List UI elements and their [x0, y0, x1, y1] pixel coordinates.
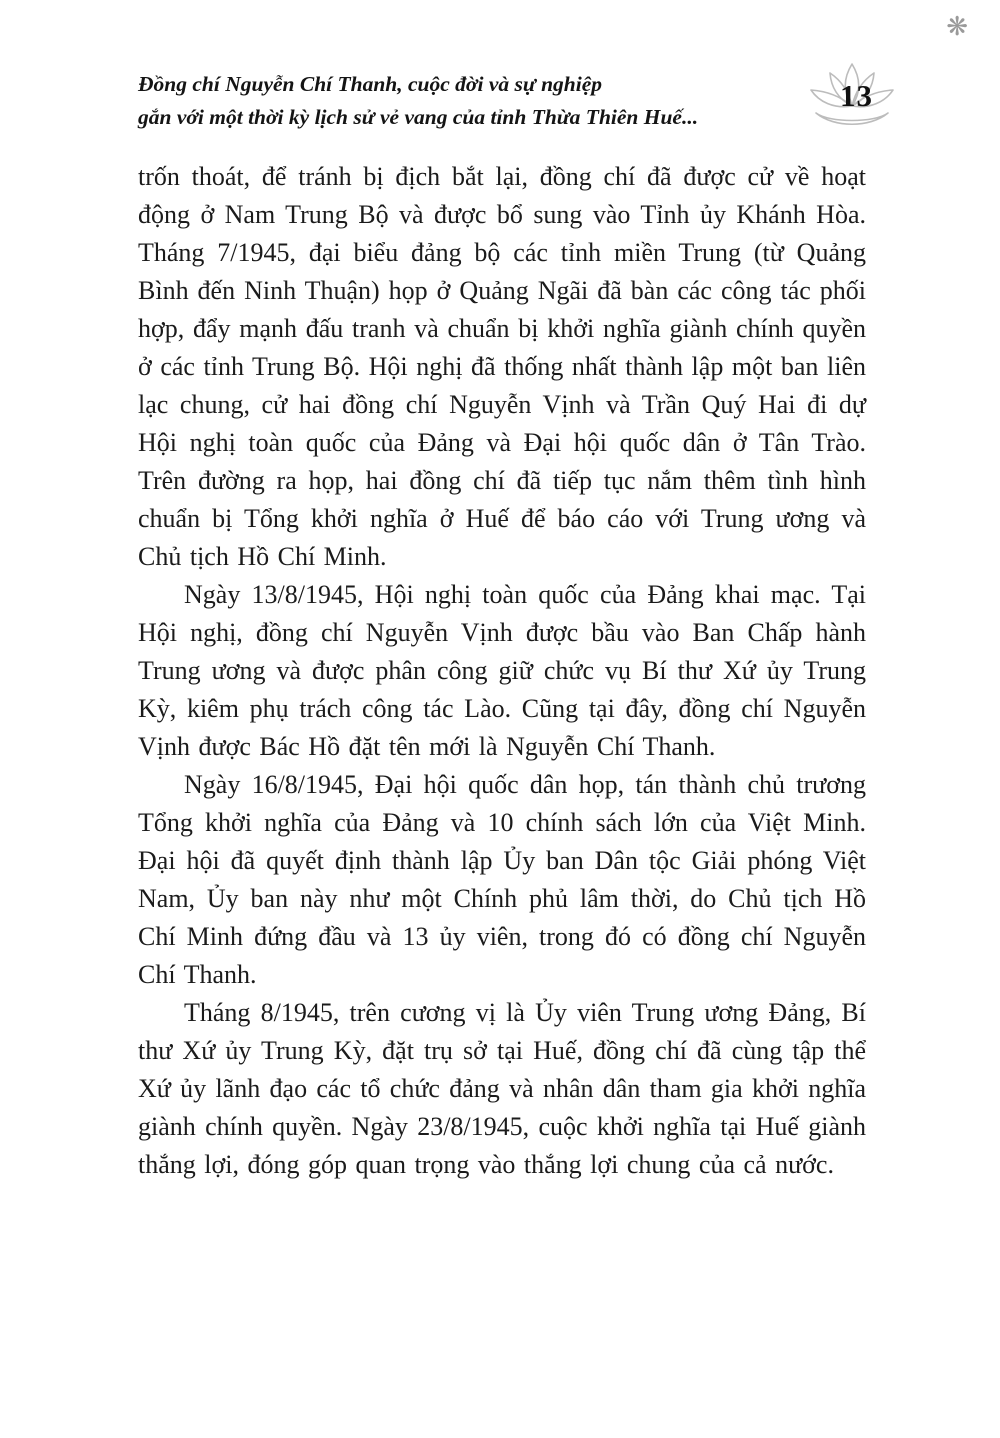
corner-flower-icon: ❋ — [946, 12, 968, 42]
page-number: 13 — [840, 78, 873, 113]
body-text — [138, 158, 866, 1184]
running-head — [138, 68, 778, 135]
running-head-line1: Đồng chí Nguyễn Chí Thanh, cuộc đời và sự nghiệp — [138, 72, 603, 96]
page-number-block — [804, 60, 900, 134]
page-header — [138, 68, 900, 138]
paragraph: Ngày 16/8/1945, Đại hội quốc dân họp, tán thành chủ trương Tổng khởi nghĩa của Đảng và 10 chính sách lớn của Việt Minh. Đại hội đã quyết định thành lập Ủy ban Dân tộc Giải phóng Việt Nam, Ủy ban này như một Chính phủ lâm thời, do Chủ tịch Hồ Chí Minh đứng đầu và 13 ủy viên, trong đó có đồng chí Nguyễn Chí Thanh. — [138, 770, 866, 989]
paragraph: Ngày 13/8/1945, Hội nghị toàn quốc của Đảng khai mạc. Tại Hội nghị, đồng chí Nguyễn Vịnh được bầu vào Ban Chấp hành Trung ương và được phân công giữ chức vụ Bí thư Xứ ủy Trung Kỳ, kiêm phụ trách công tác Lào. Cũng tại đây, đồng chí Nguyễn Vịnh được Bác Hồ đặt tên mới là Nguyễn Chí Thanh. — [138, 580, 866, 761]
running-head-line2: gắn với một thời kỳ lịch sử vẻ vang của tỉnh Thừa Thiên Huế... — [138, 105, 699, 130]
paragraph: Tháng 8/1945, trên cương vị là Ủy viên Trung ương Đảng, Bí thư Xứ ủy Trung Kỳ, đặt trụ sở tại Huế, đồng chí đã cùng tập thể Xứ ủy lãnh đạo các tổ chức đảng và nhân dân tham gia khởi nghĩa giành chính quyền. Ngày 23/8/1945, cuộc khởi nghĩa tại Huế giành thắng lợi, đóng góp quan trọng vào thắng lợi chung của cả nước. — [138, 998, 866, 1179]
paragraph: trốn thoát, để tránh bị địch bắt lại, đồng chí đã được cử về hoạt động ở Nam Trung Bộ và được bổ sung vào Tỉnh ủy Khánh Hòa. Tháng 7/1945, đại biểu đảng bộ các tỉnh miền Trung (từ Quảng Bình đến Ninh Thuận) họp ở Quảng Ngãi đã bàn các công tác phối hợp, đẩy mạnh đấu tranh và chuẩn bị khởi nghĩa giành chính quyền ở các tỉnh Trung Bộ. Hội nghị đã thống nhất thành lập một ban liên lạc chung, cử hai đồng chí Nguyễn Vịnh và Trần Quý Hai đi dự Hội nghị toàn quốc của Đảng và Đại hội quốc dân ở Tân Trào. Trên đường ra họp, hai đồng chí đã tiếp tục nắm thêm tình hình chuẩn bị Tổng khởi nghĩa ở Huế để báo cáo với Trung ương và Chủ tịch Hồ Chí Minh. — [138, 162, 866, 571]
